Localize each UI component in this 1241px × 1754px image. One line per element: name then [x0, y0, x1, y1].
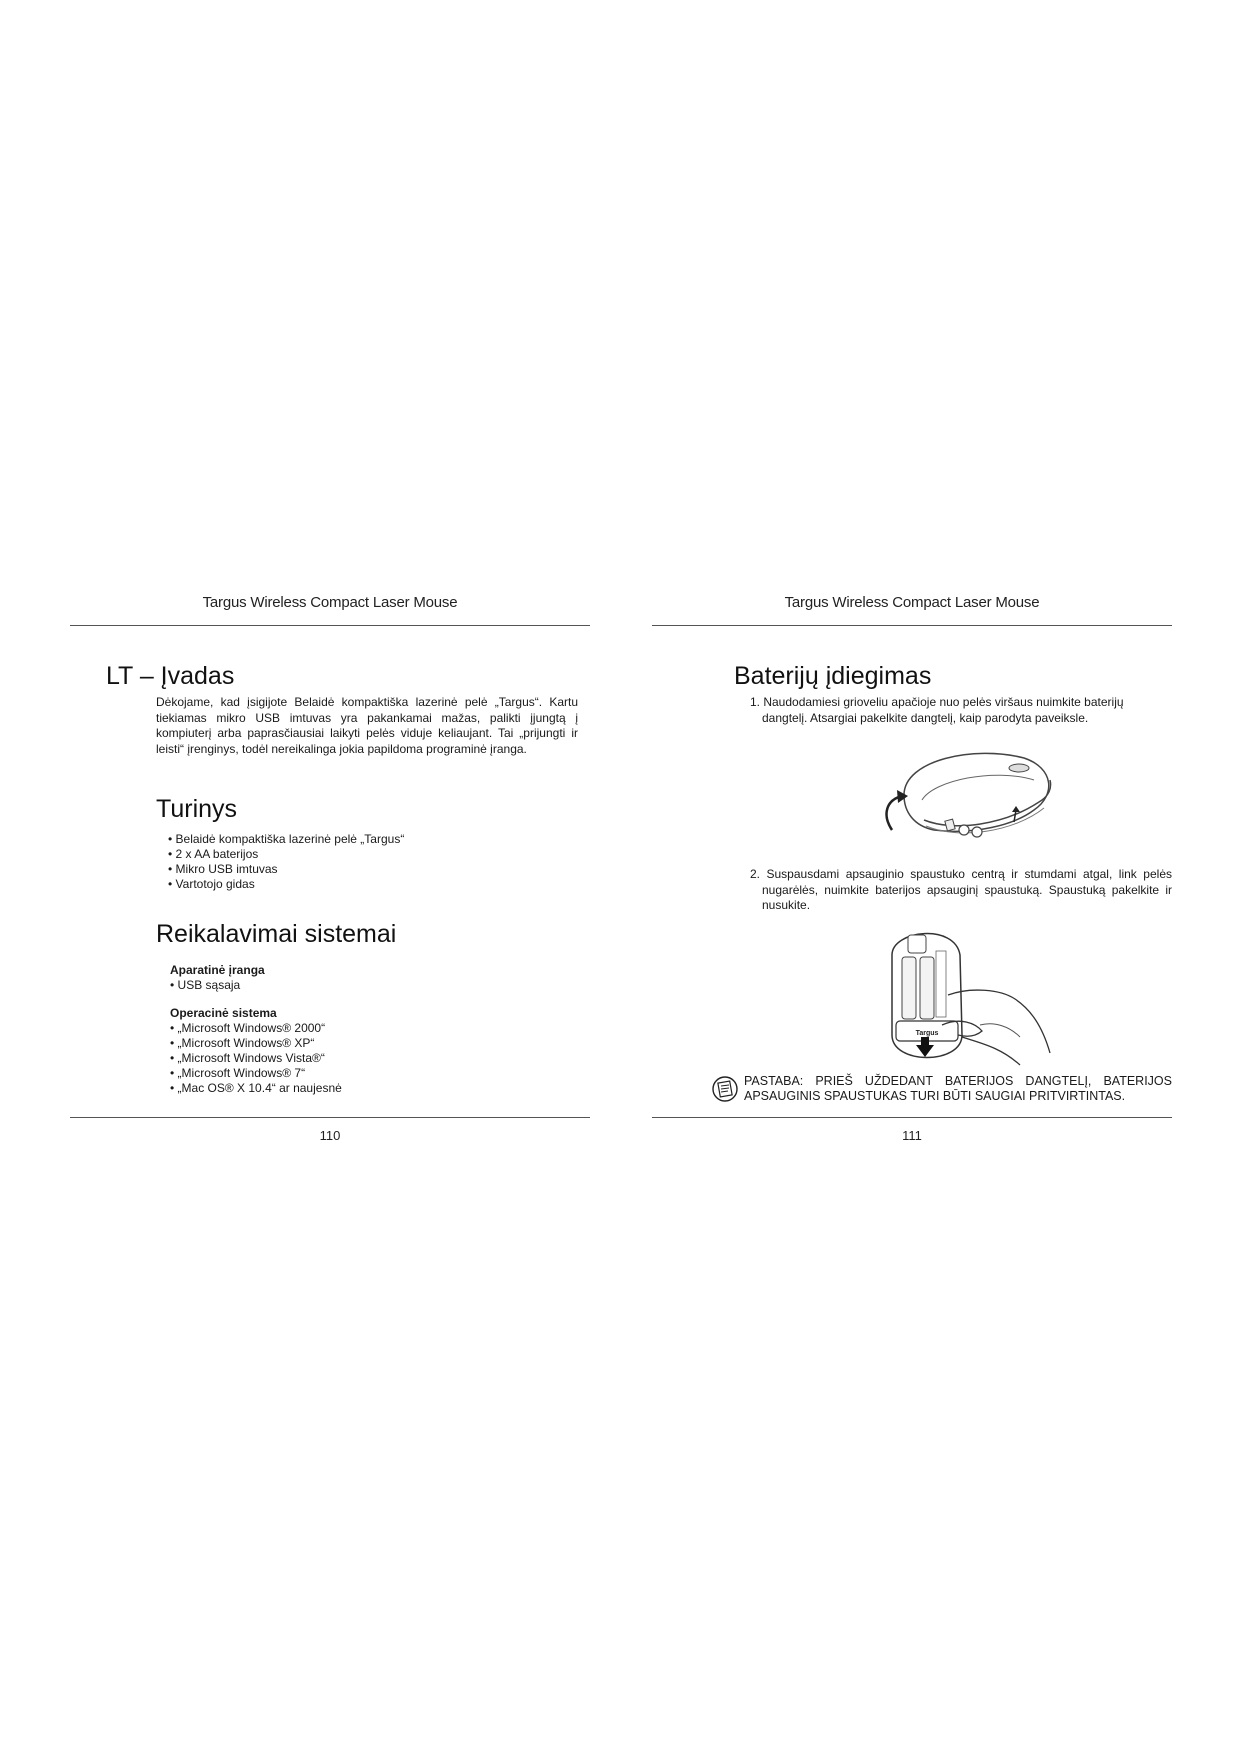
list-item: • „Mac OS® X 10.4“ ar naujesnė	[170, 1081, 342, 1095]
section-title-battery: Baterijų įdiegimas	[734, 662, 932, 690]
note-callout	[712, 1074, 1172, 1104]
header-divider	[652, 625, 1172, 626]
os-list	[170, 1021, 470, 1096]
list-item: • „Microsoft Windows® 2000“	[170, 1021, 326, 1035]
page-number: 110	[319, 1128, 341, 1143]
right-page	[652, 590, 1172, 1150]
figure-brand-label: Targus	[915, 1030, 939, 1037]
list-item: • USB sąsaja	[170, 978, 241, 992]
header-divider	[70, 625, 590, 626]
mouse-cover-figure	[864, 740, 1064, 850]
page-header: Targus Wireless Compact Laser Mouse	[202, 594, 458, 611]
footer-divider	[652, 1117, 1172, 1118]
list-item: • Belaidė kompaktiška lazerinė pelė „Targus“	[168, 832, 405, 846]
page-header: Targus Wireless Compact Laser Mouse	[784, 594, 1040, 611]
note-text: PASTABA: PRIEŠ UŽDEDANT BATERIJOS DANGTELĮ, BATERIJOS APSAUGINIS SPAUSTUKAS TURI BŪTI SAUGIAI PRITVIRTINTAS.	[744, 1074, 1172, 1103]
note-icon	[712, 1076, 738, 1102]
list-item: • 2 x AA baterijos	[168, 847, 259, 861]
list-item: • Mikro USB imtuvas	[168, 862, 278, 876]
hardware-title: Aparatinė įranga	[170, 963, 265, 977]
step-1-text: 1. Naudodamiesi grioveliu apačioje nuo pelės viršaus nuimkite baterijų dangtelį. Atsargiai pakelkite dangtelį, kaip parodyta paveiksle.	[750, 695, 1124, 725]
left-page	[70, 590, 590, 1150]
list-item: • „Microsoft Windows Vista®“	[170, 1051, 325, 1065]
contents-list	[168, 832, 568, 892]
section-title-contents: Turinys	[156, 795, 238, 823]
section-title-intro: LT – Įvadas	[106, 662, 235, 690]
battery-clip-figure	[870, 925, 1070, 1073]
section-title-requirements: Reikalavimai sistemai	[156, 920, 397, 948]
footer-divider	[70, 1117, 590, 1118]
hardware-list	[170, 978, 470, 993]
intro-paragraph: Dėkojame, kad įsigijote Belaidė kompaktiška lazerinė pelė „Targus“. Kartu tiekiamas mikro USB imtuvas yra pakankamai mažas, palikti įjungtą į kompiuterį arba paprasčiausiai laikyti pelės viduje keliaujant. Tai „prijungti ir leisti“ įrenginys, todėl nereikalinga jokia papildoma programinė įranga.	[156, 695, 578, 756]
list-item: • „Microsoft Windows® 7“	[170, 1066, 306, 1080]
page-number: 111	[902, 1128, 922, 1143]
step-2-text: 2. Suspausdami apsauginio spaustuko centrą ir stumdami atgal, link pelės nugarėlės, nuimkite baterijos apsauginį spaustuką. Spaustuką pakelkite ir nusukite.	[750, 867, 1172, 912]
os-title: Operacinė sistema	[170, 1006, 277, 1020]
list-item: • „Microsoft Windows® XP“	[170, 1036, 315, 1050]
list-item: • Vartotojo gidas	[168, 877, 255, 891]
